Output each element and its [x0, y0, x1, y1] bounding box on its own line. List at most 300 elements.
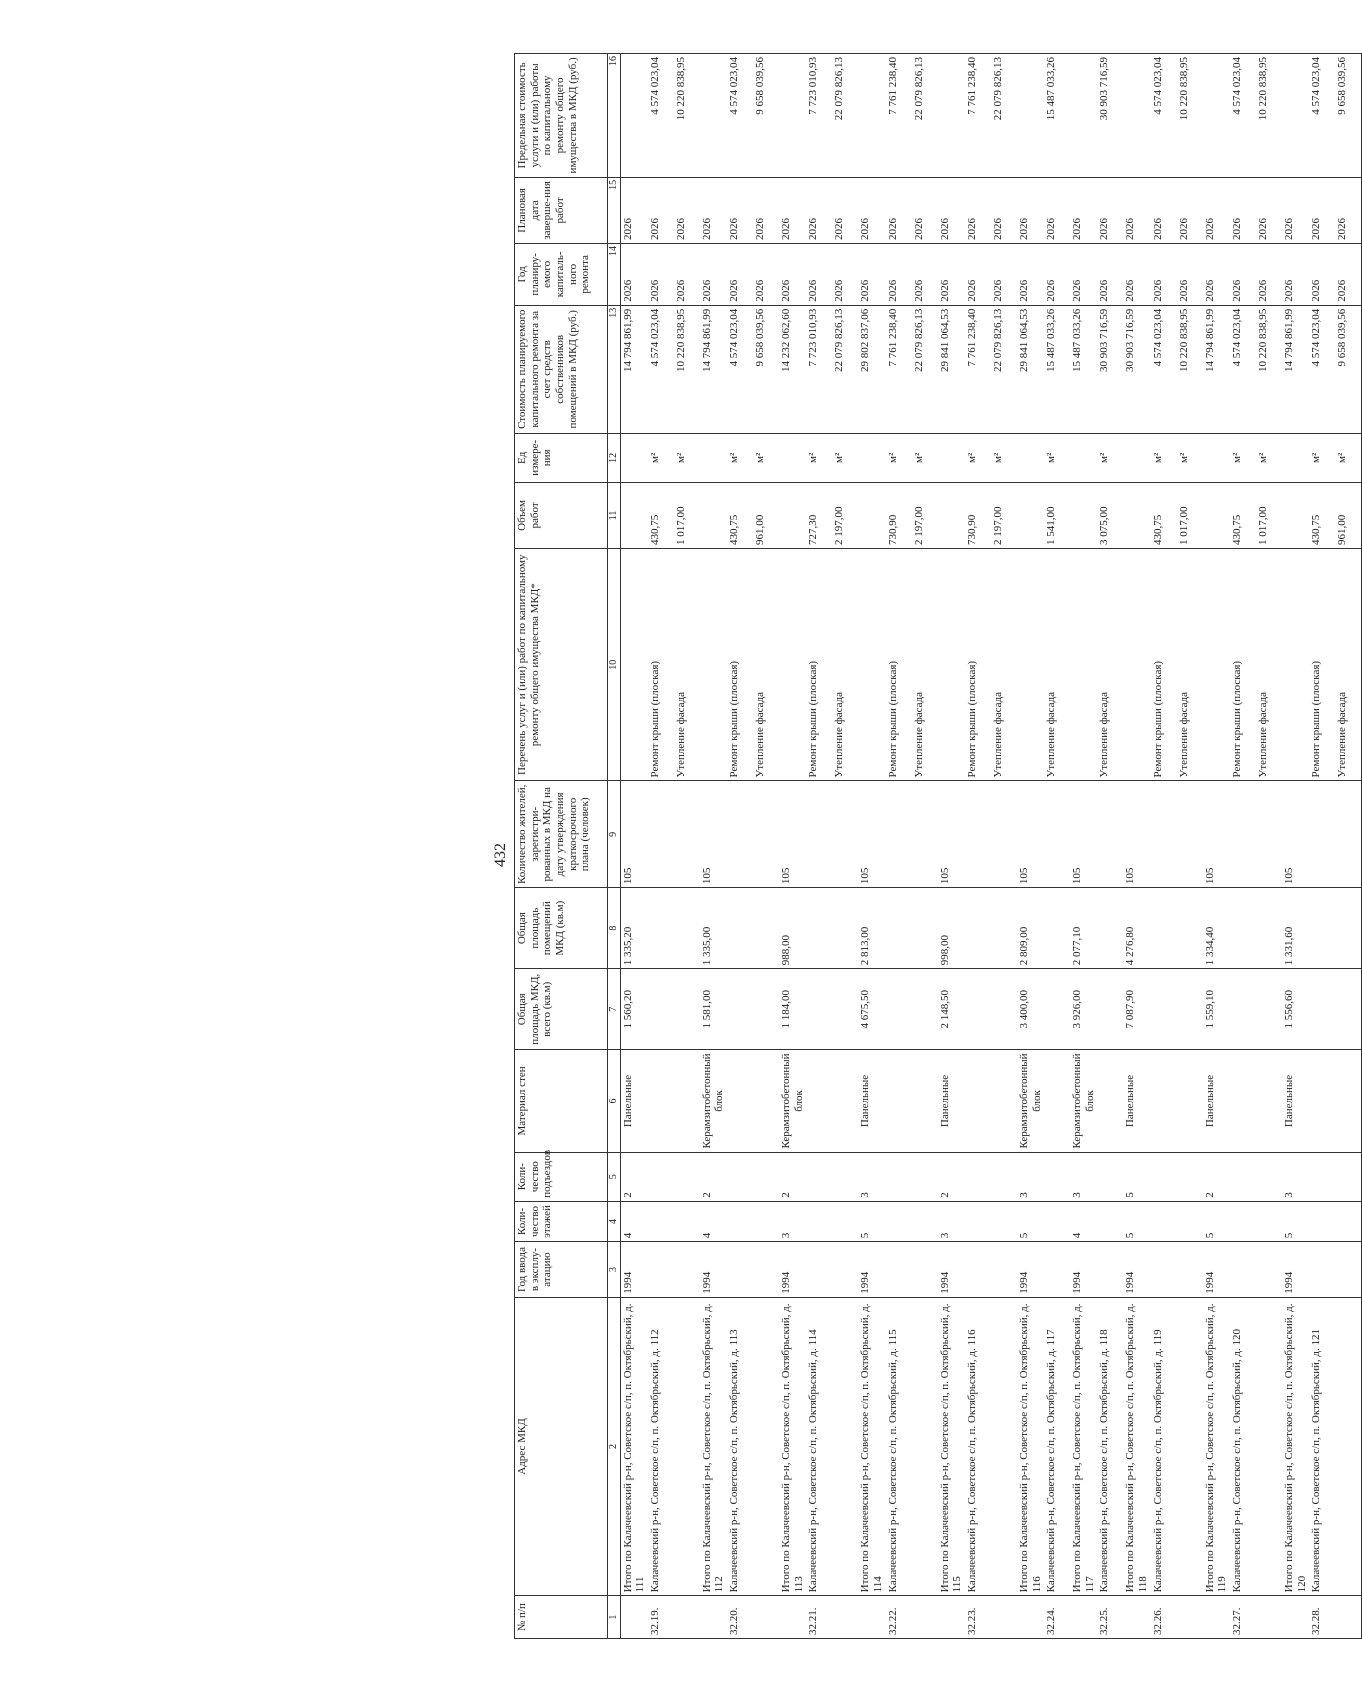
cell-volume: 727,30	[806, 482, 832, 548]
column-header: Перечень услуг и (или) работ по капитальному ремонту общего имущества МКД*	[515, 548, 608, 781]
cell-unit: м²	[1177, 433, 1203, 482]
column-header: Объем работ	[515, 482, 608, 548]
cell-floors	[1256, 1201, 1282, 1242]
cell-volume	[1070, 482, 1097, 548]
cell-mat	[1097, 1050, 1123, 1152]
cell-unit	[1017, 433, 1044, 482]
cell-area-rooms: 2 813,00	[858, 888, 885, 969]
cell-year	[965, 1242, 991, 1297]
cell-unit	[1123, 433, 1150, 482]
column-number: 15	[608, 177, 621, 243]
table-body	[620, 54, 1362, 1639]
cell-residents	[648, 781, 674, 888]
cell-residents	[1256, 781, 1282, 888]
cell-addr: Итого по Калачеевский р-н, Советское с/п, п. Октябрьский, д. 117	[1070, 1297, 1097, 1596]
cell-area-total: 4 675,50	[858, 969, 885, 1050]
cell-limit: 7 761 238,40	[965, 54, 991, 178]
cell-no: 32.26.	[1151, 1596, 1177, 1639]
cell-mat: Панельные	[1282, 1050, 1309, 1152]
cell-addr: Итого по Калачеевский р-н, Советское с/п, п. Октябрьский, д. 118	[1123, 1297, 1150, 1596]
cell-no	[1017, 1596, 1044, 1639]
cell-cost: 4 574 023,04	[648, 305, 674, 433]
cell-floors	[727, 1201, 753, 1242]
table-row	[1097, 54, 1123, 1639]
cell-floors	[806, 1201, 832, 1242]
cell-work: Утепление фасада	[832, 548, 858, 781]
column-header: Ед измере-ния	[515, 433, 608, 482]
cell-mat: Керамзитобетонный блок	[700, 1050, 727, 1152]
cell-year	[727, 1242, 753, 1297]
cell-unit: м²	[674, 433, 700, 482]
column-header: Общая площадь МКД, всего (кв.м)	[515, 969, 608, 1050]
cell-area-rooms: 1 335,00	[700, 888, 727, 969]
cell-plan-year: 2026	[1309, 243, 1335, 305]
table-row	[991, 54, 1017, 1639]
cell-area-rooms: 2 809,00	[1017, 888, 1044, 969]
cell-entr	[1177, 1152, 1203, 1201]
cell-plan-year: 2026	[912, 243, 938, 305]
cell-mat	[1256, 1050, 1282, 1152]
cell-unit	[938, 433, 965, 482]
cell-cost: 14 794 861,99	[700, 305, 727, 433]
cell-area-total: 2 148,50	[938, 969, 965, 1050]
cell-no	[1203, 1596, 1230, 1639]
cell-area-rooms	[965, 888, 991, 969]
cell-area-rooms: 998,00	[938, 888, 965, 969]
cell-cost: 4 574 023,04	[1230, 305, 1256, 433]
cell-year: 1994	[858, 1242, 885, 1297]
cell-mat	[806, 1050, 832, 1152]
cell-limit	[1123, 54, 1150, 178]
cell-work: Утепление фасада	[674, 548, 700, 781]
cell-end-date: 2026	[938, 177, 965, 243]
cell-limit: 22 079 826,13	[832, 54, 858, 178]
cell-no	[779, 1596, 806, 1639]
cell-area-rooms	[1230, 888, 1256, 969]
cell-mat	[1151, 1050, 1177, 1152]
cell-cost: 29 841 064,53	[938, 305, 965, 433]
column-number: 13	[608, 305, 621, 433]
cell-volume: 3 075,00	[1097, 482, 1123, 548]
cell-residents	[1335, 781, 1362, 888]
cell-limit: 22 079 826,13	[912, 54, 938, 178]
cell-entr: 3	[1282, 1152, 1309, 1201]
cell-entr	[727, 1152, 753, 1201]
cell-no: 32.23.	[965, 1596, 991, 1639]
column-number: 6	[608, 1050, 621, 1152]
cell-volume: 730,90	[886, 482, 912, 548]
cell-limit	[700, 54, 727, 178]
cell-unit: м²	[832, 433, 858, 482]
cell-mat: Керамзитобетонный блок	[1070, 1050, 1097, 1152]
table-row	[1151, 54, 1177, 1639]
cell-no	[1282, 1596, 1309, 1639]
cell-mat	[965, 1050, 991, 1152]
cell-floors	[1177, 1201, 1203, 1242]
cell-plan-year: 2026	[832, 243, 858, 305]
cell-area-total	[648, 969, 674, 1050]
cell-addr: Калачеевский р-н, Советское с/п, п. Октябрьский, д. 120	[1230, 1297, 1256, 1596]
cell-residents	[806, 781, 832, 888]
cell-mat: Панельные	[1123, 1050, 1150, 1152]
cell-year	[1256, 1242, 1282, 1297]
cell-addr	[1256, 1297, 1282, 1596]
cell-floors	[991, 1201, 1017, 1242]
column-header: Коли-чество подъездов	[515, 1152, 608, 1201]
cell-volume	[620, 482, 648, 548]
cell-no	[620, 1596, 648, 1639]
cell-mat	[753, 1050, 779, 1152]
cell-mat	[832, 1050, 858, 1152]
cell-entr	[1151, 1152, 1177, 1201]
cell-residents: 105	[1282, 781, 1309, 888]
cell-end-date: 2026	[1335, 177, 1362, 243]
cell-area-total	[727, 969, 753, 1050]
cell-floors: 5	[1123, 1201, 1150, 1242]
cell-no	[912, 1596, 938, 1639]
cell-addr: Калачеевский р-н, Советское с/п, п. Октябрьский, д. 112	[648, 1297, 674, 1596]
cell-limit: 7 761 238,40	[886, 54, 912, 178]
cell-area-total	[991, 969, 1017, 1050]
cell-end-date: 2026	[1070, 177, 1097, 243]
column-number-row	[608, 54, 621, 1639]
cell-work	[620, 548, 648, 781]
cell-end-date: 2026	[886, 177, 912, 243]
cell-work: Утепление фасада	[991, 548, 1017, 781]
cell-addr: Итого по Калачеевский р-н, Советское с/п, п. Октябрьский, д. 112	[700, 1297, 727, 1596]
table-row	[1335, 54, 1362, 1639]
cell-addr: Итого по Калачеевский р-н, Советское с/п, п. Октябрьский, д. 114	[858, 1297, 885, 1596]
cell-work: Ремонт крыши (плоская)	[1230, 548, 1256, 781]
cell-work	[1203, 548, 1230, 781]
cell-year	[886, 1242, 912, 1297]
cell-mat	[1230, 1050, 1256, 1152]
cell-area-total: 1 556,60	[1282, 969, 1309, 1050]
cell-plan-year: 2026	[727, 243, 753, 305]
cell-year: 1994	[1282, 1242, 1309, 1297]
table-row	[965, 54, 991, 1639]
cell-area-rooms	[648, 888, 674, 969]
cell-plan-year: 2026	[938, 243, 965, 305]
cell-volume: 1 017,00	[1256, 482, 1282, 548]
column-number: 8	[608, 888, 621, 969]
cell-cost: 10 220 838,95	[1256, 305, 1282, 433]
cell-cost: 14 794 861,99	[1282, 305, 1309, 433]
cell-unit: м²	[1151, 433, 1177, 482]
cell-area-total	[965, 969, 991, 1050]
cell-residents	[1151, 781, 1177, 888]
cell-area-rooms	[1097, 888, 1123, 969]
cell-area-rooms: 1 334,40	[1203, 888, 1230, 969]
cell-limit: 10 220 838,95	[674, 54, 700, 178]
cell-cost: 29 841 064,53	[1017, 305, 1044, 433]
cell-end-date: 2026	[1177, 177, 1203, 243]
cell-addr: Итого по Калачеевский р-н, Советское с/п, п. Октябрьский, д. 111	[620, 1297, 648, 1596]
cell-end-date: 2026	[700, 177, 727, 243]
cell-cost: 4 574 023,04	[1309, 305, 1335, 433]
cell-residents: 105	[620, 781, 648, 888]
cell-entr: 2	[620, 1152, 648, 1201]
cell-no	[1256, 1596, 1282, 1639]
column-header: Плановая дата заверше-ния работ	[515, 177, 608, 243]
cell-floors	[832, 1201, 858, 1242]
cell-limit	[1070, 54, 1097, 178]
cell-area-total: 1 581,00	[700, 969, 727, 1050]
cell-unit: м²	[806, 433, 832, 482]
cell-unit	[1203, 433, 1230, 482]
cell-floors: 3	[938, 1201, 965, 1242]
cell-residents	[1230, 781, 1256, 888]
cell-year: 1994	[1203, 1242, 1230, 1297]
column-number: 2	[608, 1297, 621, 1596]
cell-entr: 2	[779, 1152, 806, 1201]
cell-floors	[886, 1201, 912, 1242]
cell-year: 1994	[1070, 1242, 1097, 1297]
cell-end-date: 2026	[753, 177, 779, 243]
cell-area-total	[832, 969, 858, 1050]
cell-entr	[832, 1152, 858, 1201]
cell-volume	[1203, 482, 1230, 548]
column-number: 5	[608, 1152, 621, 1201]
cell-end-date: 2026	[912, 177, 938, 243]
cell-residents: 105	[1203, 781, 1230, 888]
cell-no	[700, 1596, 727, 1639]
cell-unit: м²	[965, 433, 991, 482]
cell-cost: 30 903 716,59	[1097, 305, 1123, 433]
cell-cost: 14 794 861,99	[620, 305, 648, 433]
table-row	[1017, 54, 1044, 1639]
cell-addr	[674, 1297, 700, 1596]
cell-area-rooms	[674, 888, 700, 969]
cell-plan-year: 2026	[858, 243, 885, 305]
cell-residents: 105	[1017, 781, 1044, 888]
cell-work: Утепление фасада	[753, 548, 779, 781]
cell-end-date: 2026	[648, 177, 674, 243]
cell-cost: 22 079 826,13	[832, 305, 858, 433]
table-row	[886, 54, 912, 1639]
cell-area-total	[806, 969, 832, 1050]
cell-entr	[991, 1152, 1017, 1201]
cell-volume: 961,00	[753, 482, 779, 548]
cell-work	[1282, 548, 1309, 781]
cell-plan-year: 2026	[1017, 243, 1044, 305]
cell-cost: 30 903 716,59	[1123, 305, 1150, 433]
cell-area-rooms: 4 276,80	[1123, 888, 1150, 969]
cell-residents	[1097, 781, 1123, 888]
cell-work	[938, 548, 965, 781]
cell-area-rooms: 988,00	[779, 888, 806, 969]
cell-work	[1070, 548, 1097, 781]
cell-work: Ремонт крыши (плоская)	[648, 548, 674, 781]
cell-year	[1309, 1242, 1335, 1297]
cell-end-date: 2026	[1017, 177, 1044, 243]
column-header: Адрес МКД	[515, 1297, 608, 1596]
column-header: Количество жителей, зарегистри-рованных в МКД на дату утверждения краткосрочного плана (человек)	[515, 781, 608, 888]
cell-entr: 2	[1203, 1152, 1230, 1201]
cell-end-date: 2026	[727, 177, 753, 243]
cell-plan-year: 2026	[806, 243, 832, 305]
cell-residents	[727, 781, 753, 888]
cell-entr	[965, 1152, 991, 1201]
cell-unit	[1070, 433, 1097, 482]
column-number: 1	[608, 1596, 621, 1639]
cell-end-date: 2026	[674, 177, 700, 243]
cell-year	[753, 1242, 779, 1297]
column-number: 10	[608, 548, 621, 781]
column-header: Стоимость планируемого капитального ремонта за счет средств собственников помещений в МКД (руб.)	[515, 305, 608, 433]
table-row	[1256, 54, 1282, 1639]
cell-residents	[1309, 781, 1335, 888]
cell-no	[832, 1596, 858, 1639]
cell-limit: 10 220 838,95	[1177, 54, 1203, 178]
cell-no: 32.21.	[806, 1596, 832, 1639]
cell-no	[1177, 1596, 1203, 1639]
cell-volume: 430,75	[1309, 482, 1335, 548]
cell-plan-year: 2026	[1044, 243, 1070, 305]
cell-residents	[965, 781, 991, 888]
cell-no	[991, 1596, 1017, 1639]
cell-end-date: 2026	[991, 177, 1017, 243]
cell-no	[858, 1596, 885, 1639]
cell-cost: 10 220 838,95	[674, 305, 700, 433]
cell-work: Ремонт крыши (плоская)	[1151, 548, 1177, 781]
cell-plan-year: 2026	[779, 243, 806, 305]
cell-volume: 1 541,00	[1044, 482, 1070, 548]
table-row	[832, 54, 858, 1639]
cell-no	[753, 1596, 779, 1639]
cell-unit	[779, 433, 806, 482]
cell-limit	[1017, 54, 1044, 178]
cell-floors	[1097, 1201, 1123, 1242]
cell-volume: 430,75	[1151, 482, 1177, 548]
table-row	[753, 54, 779, 1639]
cell-plan-year: 2026	[1070, 243, 1097, 305]
cell-mat	[1335, 1050, 1362, 1152]
cell-end-date: 2026	[1123, 177, 1150, 243]
cell-area-rooms	[991, 888, 1017, 969]
cell-work	[779, 548, 806, 781]
cell-mat: Керамзитобетонный блок	[779, 1050, 806, 1152]
cell-floors: 5	[1203, 1201, 1230, 1242]
cell-area-rooms: 2 077,10	[1070, 888, 1097, 969]
cell-work: Ремонт крыши (плоская)	[806, 548, 832, 781]
cell-floors: 5	[1282, 1201, 1309, 1242]
cell-work	[700, 548, 727, 781]
cell-area-rooms	[1256, 888, 1282, 969]
cell-floors	[965, 1201, 991, 1242]
cell-year	[648, 1242, 674, 1297]
cell-cost: 7 761 238,40	[965, 305, 991, 433]
cell-entr	[1309, 1152, 1335, 1201]
cell-floors: 4	[620, 1201, 648, 1242]
cell-area-rooms	[727, 888, 753, 969]
cell-work: Утепление фасада	[1044, 548, 1070, 781]
cell-year	[912, 1242, 938, 1297]
cell-plan-year: 2026	[965, 243, 991, 305]
cell-work	[858, 548, 885, 781]
cell-work: Утепление фасада	[1256, 548, 1282, 781]
cell-area-rooms	[806, 888, 832, 969]
cell-mat	[1309, 1050, 1335, 1152]
cell-plan-year: 2026	[1177, 243, 1203, 305]
cell-work: Утепление фасада	[1177, 548, 1203, 781]
cell-floors	[1335, 1201, 1362, 1242]
column-number: 14	[608, 243, 621, 305]
cell-residents: 105	[938, 781, 965, 888]
cell-entr	[753, 1152, 779, 1201]
cell-entr	[674, 1152, 700, 1201]
cell-no	[938, 1596, 965, 1639]
cell-entr	[912, 1152, 938, 1201]
cell-end-date: 2026	[620, 177, 648, 243]
table-row	[1177, 54, 1203, 1639]
cell-residents	[912, 781, 938, 888]
cell-area-rooms	[1335, 888, 1362, 969]
cell-volume	[1123, 482, 1150, 548]
table-row	[1309, 54, 1335, 1639]
table-row	[648, 54, 674, 1639]
column-number: 16	[608, 54, 621, 178]
cell-volume: 430,75	[1230, 482, 1256, 548]
cell-addr: Калачеевский р-н, Советское с/п, п. Октябрьский, д. 118	[1097, 1297, 1123, 1596]
cell-plan-year: 2026	[1256, 243, 1282, 305]
cell-area-total	[1097, 969, 1123, 1050]
cell-limit: 9 658 039,56	[1335, 54, 1362, 178]
column-header: Год ввода в эксплу-атацию	[515, 1242, 608, 1297]
cell-addr: Калачеевский р-н, Советское с/п, п. Октябрьский, д. 113	[727, 1297, 753, 1596]
cell-floors	[1309, 1201, 1335, 1242]
cell-limit	[1282, 54, 1309, 178]
cell-work: Утепление фасада	[1097, 548, 1123, 781]
cell-work: Утепление фасада	[912, 548, 938, 781]
cell-end-date: 2026	[1230, 177, 1256, 243]
cell-floors	[912, 1201, 938, 1242]
column-header: Коли-чество этажей	[515, 1201, 608, 1242]
cell-addr	[753, 1297, 779, 1596]
cell-area-total: 1 184,00	[779, 969, 806, 1050]
cell-entr: 3	[858, 1152, 885, 1201]
cell-area-rooms: 1 331,60	[1282, 888, 1309, 969]
cell-end-date: 2026	[1203, 177, 1230, 243]
cell-area-rooms	[832, 888, 858, 969]
cell-addr: Итого по Калачеевский р-н, Советское с/п, п. Октябрьский, д. 116	[1017, 1297, 1044, 1596]
cell-addr: Итого по Калачеевский р-н, Советское с/п, п. Октябрьский, д. 120	[1282, 1297, 1309, 1596]
cell-volume	[858, 482, 885, 548]
cell-unit: м²	[886, 433, 912, 482]
cell-end-date: 2026	[965, 177, 991, 243]
cell-plan-year: 2026	[674, 243, 700, 305]
table-row	[779, 54, 806, 1639]
cell-plan-year: 2026	[1335, 243, 1362, 305]
cell-area-total: 3 400,00	[1017, 969, 1044, 1050]
cell-area-total	[912, 969, 938, 1050]
cell-plan-year: 2026	[620, 243, 648, 305]
cell-volume: 730,90	[965, 482, 991, 548]
cell-limit: 4 574 023,04	[727, 54, 753, 178]
column-header: № п/п	[515, 1596, 608, 1639]
cell-volume	[1017, 482, 1044, 548]
cell-residents: 105	[700, 781, 727, 888]
cell-entr: 3	[1070, 1152, 1097, 1201]
cell-volume: 2 197,00	[991, 482, 1017, 548]
table-row	[700, 54, 727, 1639]
cell-unit: м²	[1335, 433, 1362, 482]
column-header: Общая площадь помещений МКД (кв.м)	[515, 888, 608, 969]
cell-residents	[1044, 781, 1070, 888]
cell-volume	[779, 482, 806, 548]
cell-year: 1994	[1017, 1242, 1044, 1297]
cell-residents: 105	[858, 781, 885, 888]
